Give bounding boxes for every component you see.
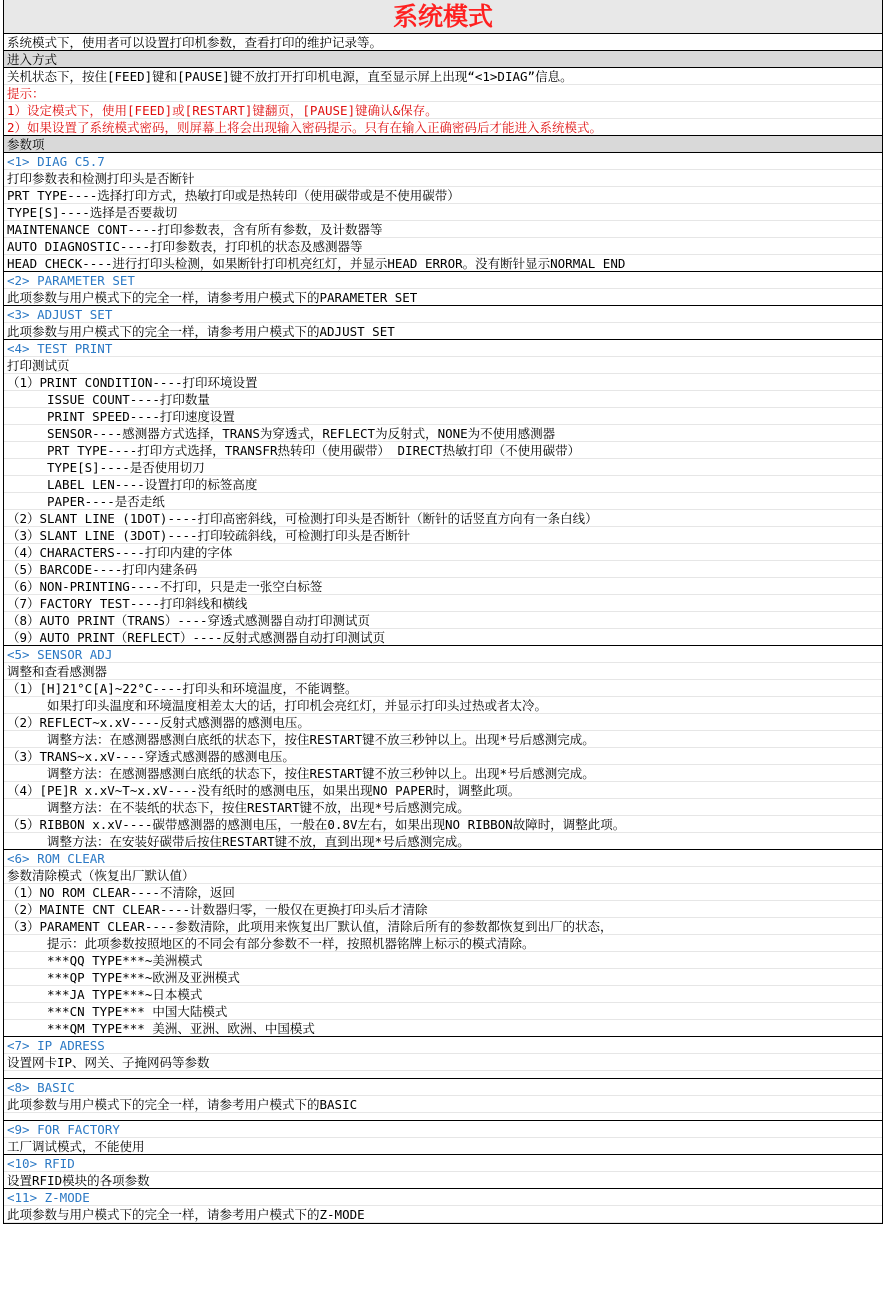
list-item: （2）SLANT LINE (1DOT)----打印高密斜线，可检测打印头是否断针（断针的话竖直方向有一条白线） xyxy=(4,510,882,527)
list-item: （4）CHARACTERS----打印内建的字体 xyxy=(4,544,882,561)
list-item: ***JA TYPE***~日本模式 xyxy=(4,986,882,1003)
list-item: 调整方法：在不装纸的状态下，按住RESTART键不放，出现*号后感测完成。 xyxy=(4,799,882,816)
tip-2: 2）如果设置了系统模式密码，则屏幕上将会出现输入密码提示。只有在输入正确密码后才能进入系统模式。 xyxy=(4,119,882,136)
section-test-print-title: <4> TEST PRINT xyxy=(4,340,882,357)
list-item: 提示：此项参数按照地区的不同会有部分参数不一样，按照机器铭牌上标示的模式清除。 xyxy=(4,935,882,952)
section-ip-adress-title: <7> IP ADRESS xyxy=(4,1037,882,1054)
tip-1: 1）设定模式下，使用[FEED]或[RESTART]键翻页，[PAUSE]键确认&保存。 xyxy=(4,102,882,119)
list-item: 打印参数表和检测打印头是否断针 xyxy=(4,170,882,187)
section-zmode-title: <11> Z-MODE xyxy=(4,1189,882,1206)
list-item: ***QP TYPE***~欧洲及亚洲模式 xyxy=(4,969,882,986)
list-item: （1）NO ROM CLEAR----不清除，返回 xyxy=(4,884,882,901)
section-rom-clear-title: <6> ROM CLEAR xyxy=(4,850,882,867)
enter-method-header: 进入方式 xyxy=(4,51,882,68)
system-mode-sheet xyxy=(3,0,883,1224)
list-item: PRT TYPE----打印方式选择，TRANSFR热转印（使用碳带） DIRECT热敏打印（不使用碳带） xyxy=(4,442,882,459)
list-item: AUTO DIAGNOSTIC----打印参数表，打印机的状态及感测器等 xyxy=(4,238,882,255)
list-item: （5）RIBBON x.xV----碳带感测器的感测电压，一般在0.8V左右，如果出现NO RIBBON故障时，调整此项。 xyxy=(4,816,882,833)
list-item: HEAD CHECK----进行打印头检测，如果断针打印机亮红灯，并显示HEAD ERROR。没有断针显示NORMAL END xyxy=(4,255,882,272)
list-item: ***QM TYPE*** 美洲、亚洲、欧洲、中国模式 xyxy=(4,1020,882,1037)
section-for-factory-title: <9> FOR FACTORY xyxy=(4,1121,882,1138)
list-item: （2）MAINTE CNT CLEAR----计数器归零，一般仅在更换打印头后才清除 xyxy=(4,901,882,918)
list-item: （7）FACTORY TEST----打印斜线和横线 xyxy=(4,595,882,612)
section-sensor-adj-title: <5> SENSOR ADJ xyxy=(4,646,882,663)
list-item: LABEL LEN----设置打印的标签高度 xyxy=(4,476,882,493)
list-item: PRINT SPEED----打印速度设置 xyxy=(4,408,882,425)
section-basic-desc: 此项参数与用户模式下的完全一样，请参考用户模式下的BASIC xyxy=(4,1096,882,1113)
section-sensor-adj-subtitle: 调整和查看感测器 xyxy=(4,663,882,680)
row-spacer xyxy=(4,1113,882,1121)
list-item: （2）REFLECT~x.xV----反射式感测器的感测电压。 xyxy=(4,714,882,731)
list-item: 如果打印头温度和环境温度相差太大的话，打印机会亮红灯，并显示打印头过热或者太冷。 xyxy=(4,697,882,714)
section-rom-clear-subtitle: 参数清除模式（恢复出厂默认值） xyxy=(4,867,882,884)
section-diag-title: <1> DIAG C5.7 xyxy=(4,153,882,170)
list-item: （3）PARAMENT CLEAR----参数清除，此项用来恢复出厂默认值，清除后所有的参数都恢复到出厂的状态， xyxy=(4,918,882,935)
intro-text: 系统模式下，使用者可以设置打印机参数，查看打印的维护记录等。 xyxy=(4,34,882,51)
list-item: （6）NON-PRINTING----不打印，只是走一张空白标签 xyxy=(4,578,882,595)
section-adjust-set-desc: 此项参数与用户模式下的完全一样，请参考用户模式下的ADJUST SET xyxy=(4,323,882,340)
section-ip-adress-desc: 设置网卡IP、网关、子掩网码等参数 xyxy=(4,1054,882,1071)
list-item: TYPE[S]----是否使用切刀 xyxy=(4,459,882,476)
section-zmode-desc: 此项参数与用户模式下的完全一样，请参考用户模式下的Z-MODE xyxy=(4,1206,882,1223)
section-basic-title: <8> BASIC xyxy=(4,1079,882,1096)
section-adjust-set-title: <3> ADJUST SET xyxy=(4,306,882,323)
list-item: 调整方法：在感测器感测白底纸的状态下，按住RESTART键不放三秒钟以上。出现*号后感测完成。 xyxy=(4,765,882,782)
enter-method-desc: 关机状态下，按住[FEED]键和[PAUSE]键不放打开打印机电源，直至显示屏上出现“<1>DIAG”信息。 xyxy=(4,68,882,85)
section-rfid-desc: 设置RFID模块的各项参数 xyxy=(4,1172,882,1189)
list-item: （5）BARCODE----打印内建条码 xyxy=(4,561,882,578)
list-item: ***QQ TYPE***~美洲模式 xyxy=(4,952,882,969)
tip-title: 提示： xyxy=(4,85,882,102)
list-item: （1）PRINT CONDITION----打印环境设置 xyxy=(4,374,882,391)
list-item: 调整方法：在感测器感测白底纸的状态下，按住RESTART键不放三秒钟以上。出现*号后感测完成。 xyxy=(4,731,882,748)
section-parameter-set-desc: 此项参数与用户模式下的完全一样，请参考用户模式下的PARAMETER SET xyxy=(4,289,882,306)
list-item: SENSOR----感测器方式选择，TRANS为穿透式，REFLECT为反射式，NONE为不使用感测器 xyxy=(4,425,882,442)
list-item: （4）[PE]R x.xV~T~x.xV----没有纸时的感测电压，如果出现NO PAPER时，调整此项。 xyxy=(4,782,882,799)
list-item: PRT TYPE----选择打印方式，热敏打印或是热转印（使用碳带或是不使用碳带） xyxy=(4,187,882,204)
page-title: 系统模式 xyxy=(4,0,882,34)
list-item: （1）[H]21°C[A]~22°C----打印头和环境温度，不能调整。 xyxy=(4,680,882,697)
section-parameter-set-title: <2> PARAMETER SET xyxy=(4,272,882,289)
list-item: MAINTENANCE CONT----打印参数表，含有所有参数，及计数器等 xyxy=(4,221,882,238)
section-rfid-title: <10> RFID xyxy=(4,1155,882,1172)
list-item: （3）TRANS~x.xV----穿透式感测器的感测电压。 xyxy=(4,748,882,765)
list-item: TYPE[S]----选择是否要裁切 xyxy=(4,204,882,221)
section-for-factory-desc: 工厂调试模式，不能使用 xyxy=(4,1138,882,1155)
list-item: 调整方法：在安装好碳带后按住RESTART键不放，直到出现*号后感测完成。 xyxy=(4,833,882,850)
list-item: ***CN TYPE*** 中国大陆模式 xyxy=(4,1003,882,1020)
section-test-print-subtitle: 打印测试页 xyxy=(4,357,882,374)
row-spacer xyxy=(4,1071,882,1079)
list-item: （9）AUTO PRINT（REFLECT）----反射式感测器自动打印测试页 xyxy=(4,629,882,646)
params-header: 参数项 xyxy=(4,136,882,153)
list-item: ISSUE COUNT----打印数量 xyxy=(4,391,882,408)
list-item: （8）AUTO PRINT（TRANS）----穿透式感测器自动打印测试页 xyxy=(4,612,882,629)
list-item: PAPER----是否走纸 xyxy=(4,493,882,510)
list-item: （3）SLANT LINE (3DOT)----打印较疏斜线，可检测打印头是否断针 xyxy=(4,527,882,544)
